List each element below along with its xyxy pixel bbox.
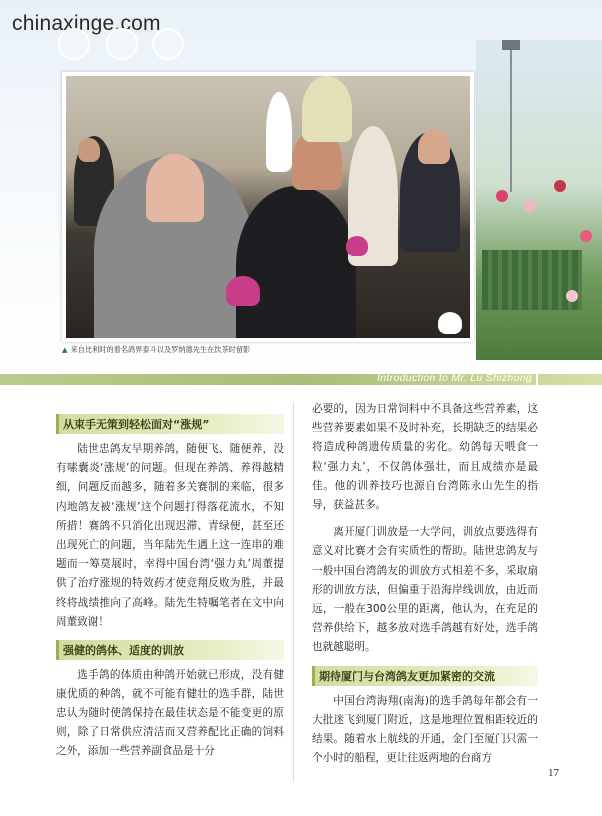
heading-strong-body-training: 强健的鸽体、适度的训放 <box>56 640 284 660</box>
corsage-icon <box>226 276 260 306</box>
title-stub <box>536 373 538 385</box>
green-fence <box>482 250 582 310</box>
rose-icon <box>566 290 578 302</box>
page-number: 17 <box>548 767 559 779</box>
photo-caption: ▲ 来自比利时的着名鸽界泰斗以及罗纳德先生在饮茶时留影 <box>62 345 251 354</box>
man-right-face <box>418 130 450 164</box>
standing-man-2-figure <box>302 76 352 142</box>
heading-from-helpless-to-easy: 从束手无策到轻松面对“涨规” <box>56 414 284 434</box>
heading-xiamen-taiwan-exchange: 期待厦门与台湾鸽友更加紧密的交流 <box>312 666 538 686</box>
decorative-circle-icon <box>58 28 90 60</box>
rose-icon <box>524 200 536 212</box>
triangle-marker-icon: ▲ <box>62 345 68 354</box>
paragraph-training-method: 离开厦门训放是一大学问，训放点要选得有意义对比赛才会有实质性的帮助。陆世忠鸽友与一般中国台湾鸽友的训放方式相差不多，采取扇形的训放方法，但偏重于沿海岸线训放，由近而远，一般在300公里的距离，他认为，在充足的营养供给下，越多放对选手鸽越有好处，选手鸽也就越聪明。 <box>312 526 538 654</box>
elderly-man-face <box>146 154 204 222</box>
right-column <box>312 400 538 776</box>
standing-man-figure <box>266 92 292 172</box>
paragraph-swelling-problem: 陆世忠鸽友早期养鸽，随便飞、随便养，没有嗉囊炎‘涨规’的问题。但现在养鸽、养得越精细，问题反而越多，随着多关赛制的来临，很多内地鸽友被‘涨规’这个问题打得落花流水，不知所措！赛鸽不只消化出现迟滞、青绿便，甚至还出现死亡的问题，当年陆先生遇上这一连串的难题而一筹莫展时，幸得中国台湾‘强力丸’周董提供了治疗涨规的特效药才使竞翔反败为胜，并最终将战绩推向了高峰。陆先生特嘱笔者在文中向周董致谢！ <box>56 443 284 628</box>
rose-icon <box>580 230 592 242</box>
light-tower-head <box>502 40 520 50</box>
decorative-circle-icon <box>106 28 138 60</box>
garden-background <box>476 40 602 360</box>
paragraph-nutrition: 必要的，因为日常饲料中不具备这些营养素，这些营养要素如果不及时补充，长期缺乏的结果必将造成种鸽遗传质量的劣化。幼鸽每天喂食一粒‘强力丸’，不仅鸽体强壮，而且成绩亦是最佳。他的训养技巧也源自台湾陈永山先生的指导，获益甚多。 <box>312 403 538 512</box>
watermark: chinaxinge.com <box>12 12 161 35</box>
group-photo <box>66 76 470 338</box>
rose-icon <box>554 180 566 192</box>
corsage-icon <box>346 236 368 256</box>
photo-frame <box>62 72 474 342</box>
teacup-icon <box>438 312 462 334</box>
decorative-circle-icon <box>152 28 184 60</box>
section-title: Introduction to Mr. Lu Shizhong <box>377 372 532 384</box>
person-face <box>78 138 100 162</box>
paragraph-exchange: 中国台湾海翔(南海)的选手鸽每年都会有一大批迷飞到厦门附近，这是地理位置相距较近的结果。随着水上航线的开通，金门至厦门只需一个小时的船程，更让往返两地的台商方 <box>312 694 538 764</box>
column-divider <box>293 402 294 782</box>
bearded-man-figure <box>236 186 356 338</box>
left-column <box>56 414 284 769</box>
rose-icon <box>496 190 508 202</box>
light-tower <box>510 42 512 192</box>
paragraph-breeding-health: 选手鸽的体质由种鸽开始就已形成，没有健康优质的种鸽，就不可能有健壮的选手群，陆世忠认为随时使鸽保持在最佳状态是不能变更的原则，除了日常供应清洁而又营养配比正确的饲料之外，添加一些营养副食品是十分 <box>56 669 284 758</box>
